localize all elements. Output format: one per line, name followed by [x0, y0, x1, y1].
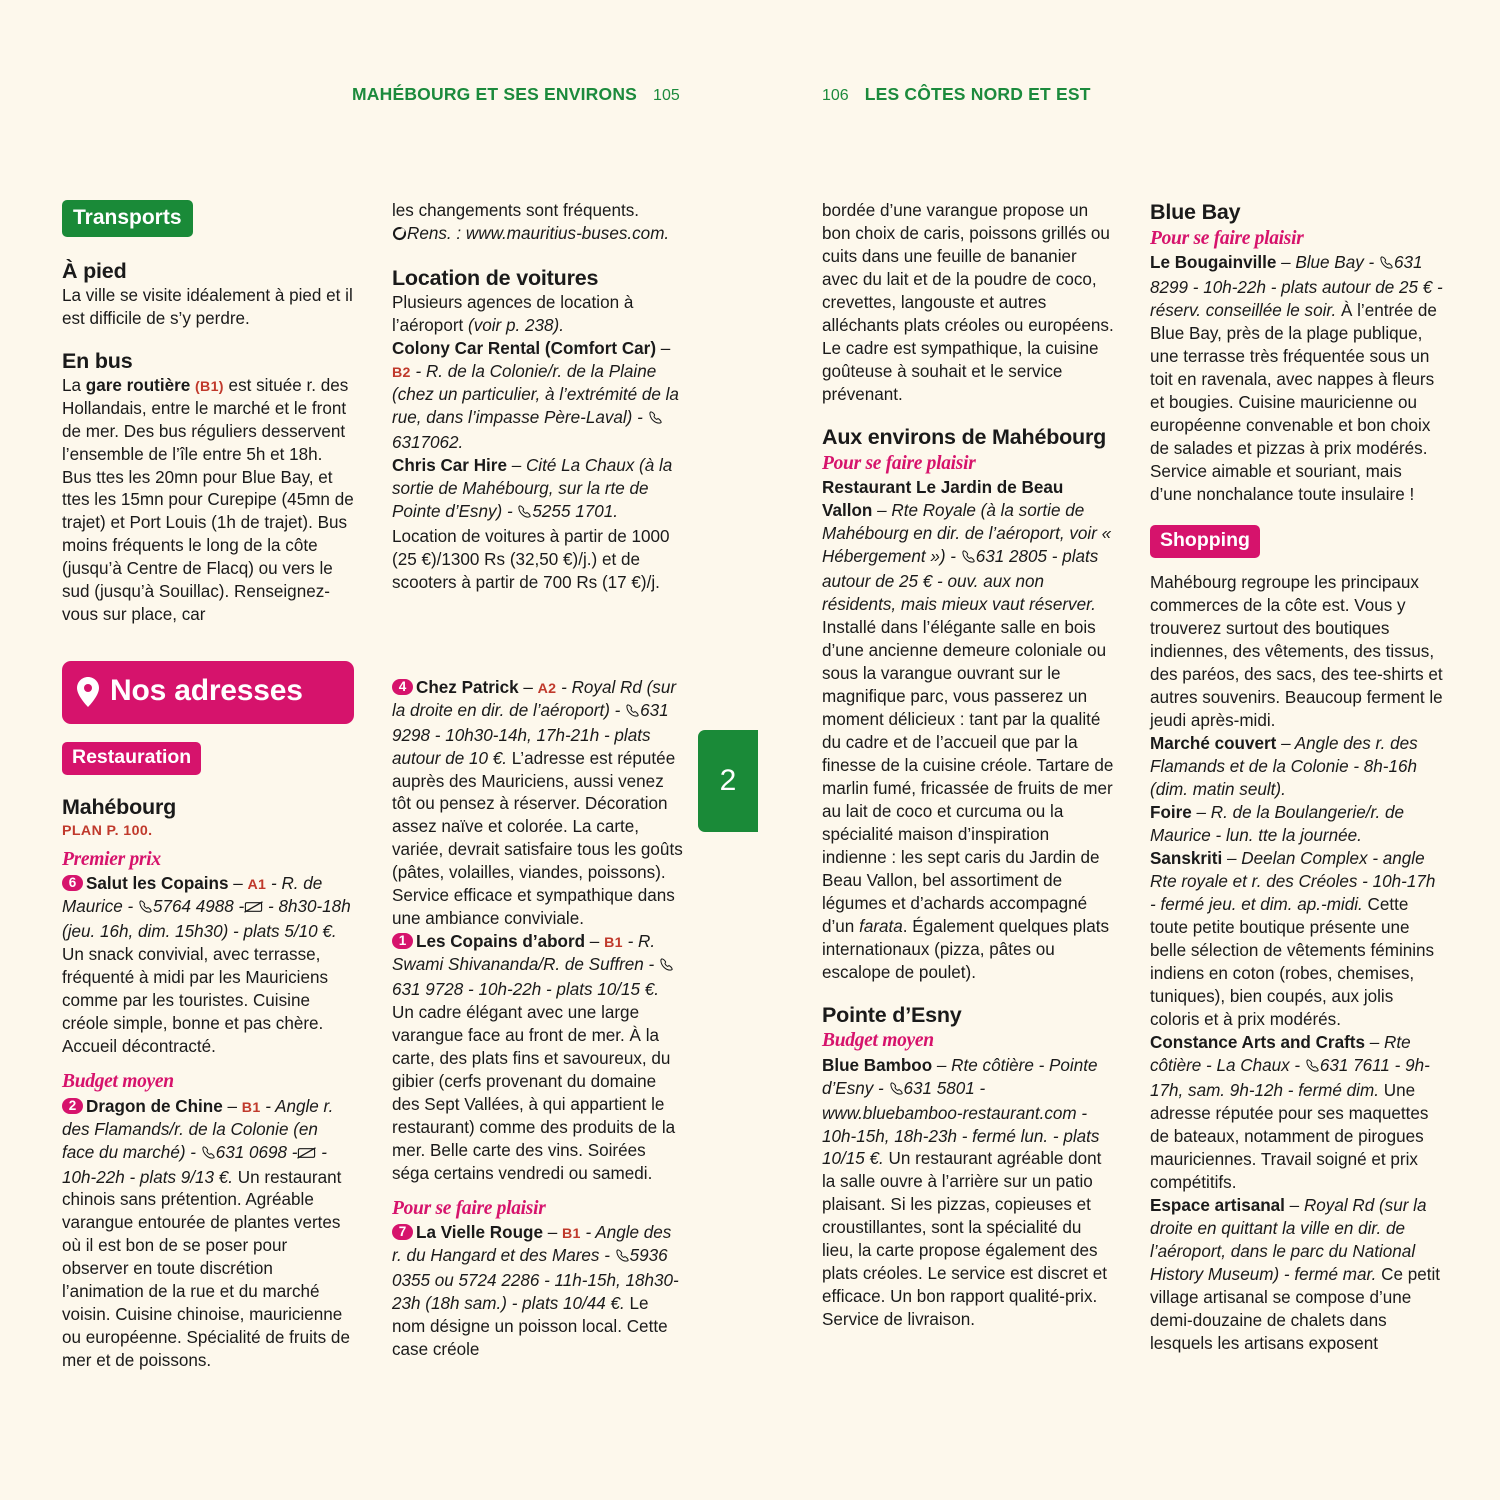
listing-name: Dragon de Chine [86, 1096, 223, 1116]
listing-number-2: 2 [62, 1098, 83, 1114]
listing-address: - R. de Maurice - [62, 874, 323, 917]
listing-jardin-de-beau-vallon [822, 477, 1114, 985]
phone-icon [1379, 254, 1394, 277]
grid-ref-a2: A2 [537, 680, 557, 697]
vielle-rouge-continuation: bordée d’une varangue propose un bon choix de caris, poissons grillés ou cuits dans une feuille de bananier avec du lait et de la poudre de coco, crevettes, langouste et autres alléchants plats créoles ou européens. Le cadre est sympathique, la cuisine goûteuse à souhait et le service prévenant. [822, 201, 1114, 404]
listing-details: – Angle des r. des Flamands et de la Colonie - 8h-16h (dim. matin seult). [1150, 734, 1418, 800]
listing-phone: 631 9298 [392, 700, 669, 745]
listing-address: - R. de la Colonie/r. de la Plaine (chez un particulier, à l’extrémité de la rue, dans l’impasse Père-Laval) - [392, 361, 679, 427]
page-number-106: 106 [822, 87, 849, 104]
grid-ref-b1: (B1) [195, 378, 224, 395]
listing-marche-couvert [1150, 733, 1445, 802]
listing-description: Installé dans l’élégante salle en bois d’une ancienne demeure coloniale ou sous la varangue ouvrant sur le magnifique parc, vous passerez un moment délicieux : tant par la qualité du cadre et de l’accueil que par la finesse de la cuisine créole. Tartare de marlin fumé, fricassée de fruits de mer au lait de coco et curcuma ou la spécialité maison d’inspiration indienne : les sept caris du Jardin de Beau Vallon, bel assortiment de légumes et d’achards accompagné d’un [822, 617, 1114, 936]
listing-phone: 631 0698 [215, 1142, 287, 1162]
listing-address: – Rte Royale (à la sortie de Mahébourg en dir. de l’aéroport, voir « Hébergement ») - [822, 500, 1112, 566]
phone-icon [615, 1247, 630, 1270]
listing-foire [1150, 802, 1445, 848]
listing-name: Le Bougainville [1150, 253, 1277, 273]
restauration-badge: Restauration [62, 742, 201, 776]
listing-phone: 5255 1701. [532, 501, 618, 521]
location-voir-ref: (voir p. 238). [468, 315, 564, 335]
column-4 [1150, 200, 1445, 1356]
listing-description: À l’entrée de Blue Bay, près de la plage publique, une terrasse très fréquentée sous un toit en ravenala, avec nappes à fleurs et bougies. Cuisine mauricienne ou européenne convenable et bon choix de salades et pizzas à prix modérés. Service aimable et souriant, mais d’une nonchalance toute insulaire ! [1150, 300, 1437, 504]
listing-number-1: 1 [392, 933, 413, 949]
listing-address: – Rte côtière - La Chaux - [1150, 1033, 1411, 1076]
listing-description: Un restaurant chinois sans prétention. Agréable varangue entourée de plantes vertes où il est bon de se poser pour observer en toute discrétion l’animation de la rue et du marché voisin. Cuisine chinoise, mauricienne ou européenne. Spécialité de fruits de mer et de poissons. [62, 1167, 350, 1371]
listing-hours: - 10h30-14h, 17h-21h - plats autour de 10 €. [392, 725, 651, 768]
listing-address: – Blue Bay - [1276, 253, 1379, 273]
location-intro [392, 292, 684, 338]
listing-address: – Rte côtière - Pointe d’Esny - [822, 1055, 1098, 1098]
phone-icon [201, 1144, 216, 1167]
en-bus-lead-pre: La [62, 375, 86, 395]
farata-term: farata [859, 916, 903, 936]
listing-name: Sanskriti [1150, 849, 1223, 869]
heading-location-de-voitures: Location de voitures [392, 265, 599, 290]
info-circle-icon [392, 225, 407, 248]
phone-icon [1305, 1057, 1320, 1080]
listing-hours: - 8h30-18h (jeu. 16h, dim. 15h30) - plats 5/10 €. [62, 897, 351, 942]
listing-name: Constance Arts and Crafts [1150, 1033, 1365, 1053]
listing-number-7: 7 [392, 1224, 413, 1240]
running-head-right [822, 84, 1091, 105]
listing-name: La Vielle Rouge [416, 1223, 543, 1243]
column-2 [392, 200, 684, 1362]
rubric-budget-moyen: Budget moyen [822, 1030, 934, 1052]
grid-ref-b1: B1 [241, 1099, 261, 1116]
listing-name: Chris Car Hire [392, 455, 507, 475]
listing-le-bougainville [1150, 252, 1445, 507]
no-credit-card-icon [297, 1144, 316, 1167]
listing-description: L’adresse est réputée auprès des Mauriciens, aussi venez tôt ou pensez à réserver. Décoration assez naïve et colorée. La carte, variée, devrait satisfaire tous les goûts (pâtes, volailles, viandes, poissons). Service efficace et sympathique dans une ambiance conviviale. [392, 748, 683, 929]
listing-address: - R. Swami Shivananda/R. de Suffren - [392, 932, 659, 975]
listing-description-2: . Également quelques plats internationaux (pizza, pâtes ou escalope de poulet). [822, 916, 1110, 982]
phone-icon [659, 956, 674, 979]
shopping-intro: Mahébourg regroupe les principaux commerces de la côte est. Vous y trouverez surtout des boutiques indiennes, des vêtements, des tissus, des paréos, des sacs, des tee-shirts et autres souvenirs. Beaucoup ferment le jeudi après-midi. [1150, 573, 1443, 731]
listing-number-4: 4 [392, 679, 413, 695]
listing-number-6: 6 [62, 875, 83, 891]
listing-phone: 631 9728 [392, 980, 464, 1000]
nos-adresses-label: Nos adresses [110, 674, 303, 708]
listing-espace-artisanal [1150, 1195, 1445, 1356]
listing-phone: 5936 0355 ou 5724 2286 [392, 1246, 668, 1291]
listing-phone: 631 8299 [1150, 253, 1423, 297]
chapter-tab-number: 2 [719, 764, 737, 797]
listing-dragon-de-chine: 2 Dragon de Chine – B1 - Angle r. des Flamands/r. de la Colonie (en face du marché) - 631 0698 - - 10h-22h - plats 9/13 €. Un restaurant chinois sans prétention. Agréable varangue entourée de plantes vertes où il est bon de se poser pour observer en toute discrétion l’animation de la rue et du marché voisin. Cuisine chinoise, mauricienne ou européenne. Spécialité de fruits de mer et de poissons. [62, 1096, 350, 1371]
listing-dash: – [228, 874, 248, 894]
grid-ref-b1: B1 [604, 935, 623, 952]
rubric-budget-moyen: Budget moyen [62, 1071, 174, 1093]
listing-description: Le nom désigne un poisson local. Cette case créole [392, 1294, 668, 1360]
listing-la-vielle-rouge: 7 La Vielle Rouge – B1 - Angle des r. du Hangard et des Mares - 5936 0355 ou 5724 2286 - 11h-15h, 18h30-23h (18h sam.) - plats 10/44 €. Le nom désigne un poisson local. Cette case créole [392, 1223, 679, 1360]
a-pied-text: La ville se visite idéalement à pied et il est difficile de s’y perdre. [62, 285, 353, 328]
grid-ref-b1: B1 [562, 1226, 581, 1243]
listing-address: – Cité La Chaux (à la sortie de Mahébourg, sur la rte de Pointe d’Esny) - [392, 455, 673, 521]
phone-icon [625, 702, 640, 725]
listing-phone: 631 2805 [975, 546, 1048, 566]
heading-aux-environs-de-mahebourg: Aux environs de Mahébourg [822, 424, 1107, 449]
listing-phone: 631 7611 [1319, 1056, 1390, 1076]
grid-ref-b2: B2 [392, 364, 411, 381]
no-credit-card-icon [244, 898, 263, 921]
listing-details: – Royal Rd (sur la droite en quittant la ville en dir. de l’aéroport, dans le parc du National History Museum) - fermé mar. [1150, 1195, 1427, 1284]
listing-hours: - 10h-22h - plats 9/13 €. [62, 1142, 327, 1187]
listing-hours: - 9h-17h, sam. 9h-12h - fermé dim. [1150, 1056, 1430, 1100]
phone-icon [648, 409, 663, 432]
listing-description: Une adresse réputée pour ses maquettes de bateaux, notamment de pirogues mauriciennes. Travail soigné et prix compétitifs. [1150, 1081, 1429, 1192]
rubric-pour-se-faire-plaisir: Pour se faire plaisir [392, 1198, 546, 1220]
listing-details: – R. de la Boulangerie/r. de Maurice - lun. tte la journée. [1150, 803, 1405, 846]
listing-name: Salut les Copains [86, 874, 229, 894]
location-intro-text: Plusieurs agences de location à l’aéroport [392, 292, 634, 335]
listing-name: Colony Car Rental (Comfort Car) [392, 338, 657, 358]
en-bus-body: est située r. des Hollandais, entre le marché et le front de mer. Des bus réguliers desservent l’ensemble de l’île entre 5h et 18h. Bus ttes les 20mn pour Blue Bay, et ttes les 15mn pour Curepipe (45mn de trajet) et Port Louis (1h de trajet). Bus moins fréquents le long de la côte (jusqu’à Centre de Flacq) ou vers le sud (jusqu’à Souillac). Renseignez-vous sur place, car [62, 375, 354, 625]
listing-colony-car-rental: Colony Car Rental (Comfort Car) – B2 - R. de la Colonie/r. de la Plaine (chez un particulier, à l’extrémité de la rue, dans l’impasse Père-Laval) - 6317062. [392, 338, 679, 452]
phone-icon [961, 548, 976, 571]
phone-icon [889, 1080, 904, 1103]
listing-description: Un restaurant agréable dont la salle ouvre à l’arrière sur un patio plaisant. Si les pizzas, copieuses et croustillantes, sont la spécialité du lieu, la carte propose également des plats créoles. Le service est discret et efficace. Un bon rapport qualité-prix. Service de livraison. [822, 1149, 1108, 1330]
transports-badge: Transports [62, 200, 193, 237]
listing-name: Espace artisanal [1150, 1195, 1285, 1215]
listing-les-copains-dabord: 1 Les Copains d’abord – B1 - R. Swami Shivananda/R. de Suffren - 631 9728 - 10h-22h - plats 10/15 €. Un cadre élégant avec une large varangue face au front de mer. À la carte, des plats fins et savoureux, du gibier (cerfs provenant du domaine des Sept Vallées, à qui appartient le restaurant) comme des produits de la mer. Belle carte des vins. Soirées séga certains vendredi ou samedi. [392, 932, 676, 1184]
column-3 [822, 200, 1114, 1332]
rubric-premier-prix: Premier prix [62, 849, 161, 871]
page-number-105: 105 [653, 87, 680, 104]
bus-continuation-text: les changements sont fréquents. [392, 201, 640, 220]
listing-hours: - 10h-22h - plats 10/15 €. [463, 980, 660, 1000]
listing-name: Restaurant Le Jardin de Beau Vallon [822, 477, 1064, 520]
running-head-left-title: MAHÉBOURG ET SES ENVIRONS [352, 84, 638, 104]
heading-mahebourg: Mahébourg [62, 795, 177, 820]
phone-icon [517, 503, 532, 526]
rens-url: Rens. : www.mauritius-buses.com. [407, 223, 670, 243]
chapter-tab [698, 730, 758, 832]
listing-name: Chez Patrick [416, 677, 519, 697]
listing-sanskriti [1150, 848, 1445, 1032]
listing-hours: - 10h-22h - plats autour de 25 € - réserv. conseillée le soir. [1150, 278, 1443, 320]
running-head-right-title: LES CÔTES NORD ET EST [864, 84, 1091, 104]
listing-name: Les Copains d’abord [416, 932, 586, 952]
listing-salut-les-copains: 6 Salut les Copains – A1 - R. de Maurice - 5764 4988 - - 8h30-18h (jeu. 16h, dim. 15h30) - plats 5/10 €. Un snack convivial, avec terrasse, fréquenté à midi par les Mauriciens comme par les touristes. Cuisine créole simple, bonne et pas chère. Accueil décontracté. [62, 874, 351, 1057]
heading-en-bus: En bus [62, 348, 133, 373]
listing-name: Blue Bamboo [822, 1055, 933, 1075]
grid-ref-a1: A1 [247, 877, 267, 894]
running-head-left [352, 84, 680, 105]
listing-address: - Royal Rd (sur la droite en dir. de l’aéroport) - [392, 677, 677, 720]
heading-blue-bay: Blue Bay [1150, 200, 1241, 224]
en-bus-text [62, 375, 354, 628]
plan-reference: PLAN P. 100. [62, 823, 153, 840]
listing-description: Location de voitures à partir de 1000 (25 €)/1300 Rs (32,50 €)/j.) et de scooters à partir de 700 Rs (17 €)/j. [392, 526, 670, 592]
listing-blue-bamboo [822, 1055, 1114, 1333]
heading-a-pied: À pied [62, 259, 127, 283]
gare-routiere-label: gare routière [85, 375, 191, 395]
listing-name: Foire [1150, 803, 1192, 823]
listing-hours: - plats autour de 25 € - ouv. aux non résidents, mais mieux vaut réserver. [822, 546, 1099, 614]
listing-phone: 6317062. [392, 432, 464, 452]
listing-phone: 631 5801 [903, 1078, 975, 1098]
heading-pointe-desny: Pointe d’Esny [822, 1002, 962, 1027]
listing-hours: - 11h-15h, 18h30-23h (18h sam.) - plats 10/44 €. [392, 1271, 679, 1314]
listing-hours: - www.bluebamboo-restaurant.com - 10h-15h, 18h-23h - fermé lun. - plats 10/15 €. [822, 1078, 1100, 1169]
listing-address: - Angle des r. du Hangard et des Mares - [392, 1223, 672, 1266]
listing-description: Ce petit village artisanal se compose d’une demi-douzaine de chalets dans lesquels les artisans exposent [1150, 1264, 1441, 1353]
listing-phone: 5764 4988 [153, 897, 234, 917]
map-pin-icon [76, 677, 100, 707]
listing-chez-patrick: 4 Chez Patrick – A2 - Royal Rd (sur la droite en dir. de l’aéroport) - 631 9298 - 10h30-14h, 17h-21h - plats autour de 10 €. L’adresse est réputée auprès des Mauriciens, aussi venez tôt ou pensez à réserver. Décoration assez naïve et colorée. La carte, variée, devrait satisfaire tous les goûts (pâtes, volailles, viandes, poissons). Service efficace et sympathique dans une ambiance conviviale. [392, 677, 683, 929]
column-1 [62, 200, 354, 1373]
phone-icon [138, 898, 153, 921]
listing-name: Marché couvert [1150, 734, 1277, 754]
rubric-pour-se-faire-plaisir: Pour se faire plaisir [822, 452, 976, 474]
rubric-pour-se-faire-plaisir: Pour se faire plaisir [1150, 227, 1304, 249]
listing-description: Un cadre élégant avec une large varangue face au front de mer. À la carte, des plats fins et savoureux, du gibier (cerfs provenant du domaine des Sept Vallées, à qui appartient le restaurant) comme des produits de la mer. Belle carte des vins. Soirées séga certains vendredi ou samedi. [392, 1003, 676, 1184]
listing-chris-car-hire [392, 455, 684, 595]
rens-line [392, 223, 684, 248]
listing-details: – Deelan Complex - angle Rte royale et r. des Créoles - 10h-17h - fermé jeu. et dim. ap.-midi. [1150, 849, 1436, 915]
listing-description: Un snack convivial, avec terrasse, fréquenté à midi par les Mauriciens comme par les touristes. Cuisine créole simple, bonne et pas chère. Accueil décontracté. [62, 945, 329, 1057]
nos-adresses-banner [62, 661, 354, 723]
shopping-badge: Shopping [1150, 525, 1260, 559]
listing-address: - Angle r. des Flamands/r. de la Colonie (en face du marché) - [62, 1096, 334, 1162]
listing-constance-arts-and-crafts [1150, 1032, 1445, 1195]
listing-description: Cette toute petite boutique présente une belle sélection de vêtements féminins indiens en coton (robes, chemises, tuniques), bien coupés, aux jolis coloris et à prix modérés. [1150, 895, 1435, 1030]
